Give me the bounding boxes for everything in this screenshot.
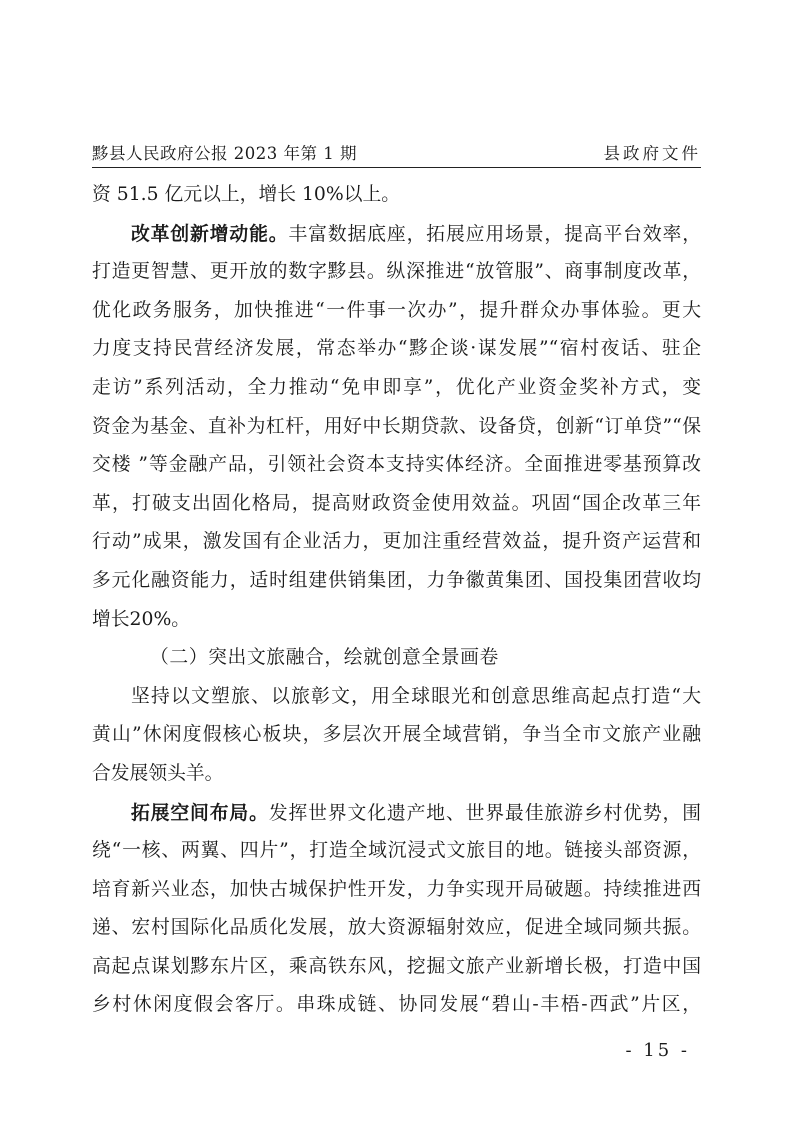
body-line: 走访”系列活动，全力推动“免申即享”，优化产业资金奖补方式，变 — [92, 376, 701, 398]
body-line: 坚持以文塑旅、以旅彰文，用全球眼光和创意思维高起点打造“大 — [131, 685, 701, 707]
body-line: 力度支持民营经济发展，常态举办“黟企谈·谋发展”“宿村夜话、驻企 — [92, 338, 701, 360]
body-line: 乡村休闲度假会客厅。串珠成链、协同发展“碧山-丰梧-西武”片区， — [92, 994, 701, 1016]
body-line: 培育新兴业态，加快古城保护性开发，力争实现开局破题。持续推进西 — [92, 878, 701, 900]
body-line: 交楼 ”等金融产品，引领社会资本支持实体经济。全面推进零基预算改 — [92, 454, 701, 476]
body-line: 资 51.5 亿元以上，增长 10%以上。 — [92, 184, 401, 205]
document-body — [92, 176, 701, 1025]
section-subheading: （二）突出文旅融合，绘就创意全景画卷 — [150, 647, 499, 669]
body-line: 优化政务服务，加快推进“一件事一次办”，提升群众办事体验。更大 — [92, 299, 701, 321]
body-line: 多元化融资能力，适时组建供销集团，力争徽黄集团、国投集团营收均 — [92, 569, 701, 591]
body-line: 递、宏村国际化品质化发展，放大资源辐射效应，促进全域同频共振。 — [92, 917, 701, 939]
paragraph-heading: 拓展空间布局。 — [131, 801, 269, 824]
page-number: - 15 - — [625, 1040, 690, 1061]
body-line: 革，打破支出固化格局，提高财政资金使用效益。巩固“国企改革三年 — [92, 492, 701, 514]
header-rule — [92, 167, 701, 168]
body-line: 合发展领头羊。 — [92, 762, 224, 784]
body-line: 行动”成果，激发国有企业活力，更加注重经营效益，提升资产运营和 — [92, 531, 701, 553]
gazette-title: 黟县人民政府公报 2023 年第 1 期 — [92, 144, 357, 163]
paragraph-layout — [92, 794, 701, 833]
paragraph-reform — [92, 215, 701, 254]
body-line: 黄山”休闲度假核心板块，多层次开展全域营销，争当全市文旅产业融 — [92, 724, 701, 746]
body-text: 发挥世界文化遗产地、世界最佳旅游乡村优势，围 — [268, 802, 701, 824]
body-line: 绕“一核、两翼、四片”，打造全域沉浸式文旅目的地。链接头部资源， — [92, 840, 701, 862]
section-label: 县政府文件 — [603, 144, 701, 163]
body-line: 资金为基金、直补为杠杆，用好中长期贷款、设备贷，创新“订单贷”“保 — [92, 415, 701, 437]
body-line: 高起点谋划黟东片区，乘高铁东风，挖掘文旅产业新增长极，打造中国 — [92, 955, 701, 977]
paragraph-heading: 改革创新增动能。 — [131, 222, 289, 245]
body-text: 丰富数据底座，拓展应用场景，提高平台效率， — [288, 223, 701, 245]
body-line: 增长20%。 — [92, 608, 191, 630]
body-line: 打造更智慧、更开放的数字黟县。纵深推进“放管服”、商事制度改革， — [92, 261, 701, 283]
running-header — [92, 138, 701, 164]
